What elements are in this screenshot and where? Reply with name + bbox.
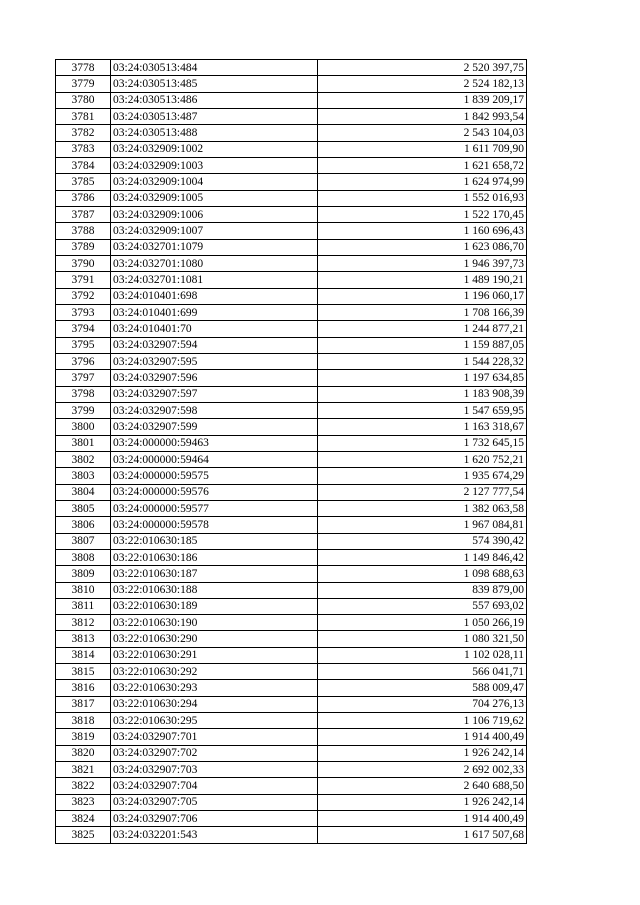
cadastral-value: 1 159 887,05: [318, 337, 527, 353]
cadastral-number: 03:22:010630:291: [111, 647, 318, 663]
cadastral-number: 03:24:032907:597: [111, 386, 318, 402]
cadastral-number: 03:24:032907:594: [111, 337, 318, 353]
row-number: 3813: [56, 631, 111, 647]
table-row: [56, 827, 527, 843]
cadastral-number: 03:24:032909:1002: [111, 141, 318, 157]
table-row: [56, 223, 527, 239]
row-number: 3819: [56, 729, 111, 745]
row-number: 3821: [56, 762, 111, 778]
table-row: [56, 108, 527, 124]
table-row: [56, 141, 527, 157]
cadastral-number: 03:24:032909:1007: [111, 223, 318, 239]
row-number: 3805: [56, 500, 111, 516]
cadastral-value: 1 197 634,85: [318, 370, 527, 386]
cadastral-value: 1 183 908,39: [318, 386, 527, 402]
cadastral-value: 839 879,00: [318, 582, 527, 598]
table-row: [56, 517, 527, 533]
cadastral-number: 03:22:010630:292: [111, 664, 318, 680]
table-row: [56, 484, 527, 500]
cadastral-value: 1 621 658,72: [318, 157, 527, 173]
row-number: 3810: [56, 582, 111, 598]
cadastral-value: 1 163 318,67: [318, 419, 527, 435]
table-row: [56, 419, 527, 435]
row-number: 3818: [56, 713, 111, 729]
cadastral-number: 03:24:032907:702: [111, 745, 318, 761]
table-row: [56, 500, 527, 516]
cadastral-number: 03:24:010401:699: [111, 304, 318, 320]
cadastral-value: 1 926 242,14: [318, 745, 527, 761]
cadastral-number: 03:24:032909:1004: [111, 174, 318, 190]
cadastral-value: 2 127 777,54: [318, 484, 527, 500]
table-row: [56, 206, 527, 222]
cadastral-value: 1 617 507,68: [318, 827, 527, 843]
table-row: [56, 566, 527, 582]
row-number: 3794: [56, 321, 111, 337]
row-number: 3811: [56, 598, 111, 614]
table-row: [56, 370, 527, 386]
cadastral-number: 03:24:032909:1003: [111, 157, 318, 173]
cadastral-number: 03:24:030513:488: [111, 125, 318, 141]
cadastral-value: 1 914 400,49: [318, 729, 527, 745]
cadastral-number: 03:24:032907:596: [111, 370, 318, 386]
row-number: 3783: [56, 141, 111, 157]
registry-table-body: [56, 60, 527, 844]
table-row: [56, 272, 527, 288]
table-row: [56, 60, 527, 76]
table-row: [56, 713, 527, 729]
table-row: [56, 92, 527, 108]
cadastral-number: 03:22:010630:186: [111, 549, 318, 565]
row-number: 3820: [56, 745, 111, 761]
cadastral-number: 03:24:032907:706: [111, 811, 318, 827]
table-row: [56, 615, 527, 631]
table-row: [56, 762, 527, 778]
cadastral-value: 1 196 060,17: [318, 288, 527, 304]
row-number: 3781: [56, 108, 111, 124]
cadastral-value: 1 244 877,21: [318, 321, 527, 337]
cadastral-value: 2 543 104,03: [318, 125, 527, 141]
table-row: [56, 451, 527, 467]
row-number: 3803: [56, 468, 111, 484]
row-number: 3815: [56, 664, 111, 680]
row-number: 3823: [56, 794, 111, 810]
cadastral-value: 574 390,42: [318, 533, 527, 549]
cadastral-value: 1 547 659,95: [318, 402, 527, 418]
cadastral-number: 03:22:010630:187: [111, 566, 318, 582]
cadastral-number: 03:24:000000:59463: [111, 435, 318, 451]
cadastral-number: 03:24:010401:698: [111, 288, 318, 304]
cadastral-value: 2 520 397,75: [318, 60, 527, 76]
cadastral-value: 1 967 084,81: [318, 517, 527, 533]
cadastral-value: 1 106 719,62: [318, 713, 527, 729]
cadastral-number: 03:24:032909:1005: [111, 190, 318, 206]
cadastral-value: 1 102 028,11: [318, 647, 527, 663]
row-number: 3799: [56, 402, 111, 418]
table-row: [56, 582, 527, 598]
table-row: [56, 598, 527, 614]
table-row: [56, 468, 527, 484]
cadastral-number: 03:24:000000:59578: [111, 517, 318, 533]
cadastral-value: 1 620 752,21: [318, 451, 527, 467]
cadastral-value: 557 693,02: [318, 598, 527, 614]
row-number: 3806: [56, 517, 111, 533]
cadastral-value: 1 914 400,49: [318, 811, 527, 827]
cadastral-value: 1 382 063,58: [318, 500, 527, 516]
row-number: 3788: [56, 223, 111, 239]
cadastral-value: 2 692 002,33: [318, 762, 527, 778]
row-number: 3816: [56, 680, 111, 696]
cadastral-value: 1 624 974,99: [318, 174, 527, 190]
row-number: 3797: [56, 370, 111, 386]
row-number: 3812: [56, 615, 111, 631]
row-number: 3782: [56, 125, 111, 141]
cadastral-value: 588 009,47: [318, 680, 527, 696]
row-number: 3793: [56, 304, 111, 320]
row-number: 3817: [56, 696, 111, 712]
row-number: 3780: [56, 92, 111, 108]
row-number: 3784: [56, 157, 111, 173]
cadastral-value: 1 623 086,70: [318, 239, 527, 255]
row-number: 3791: [56, 272, 111, 288]
row-number: 3790: [56, 255, 111, 271]
row-number: 3779: [56, 76, 111, 92]
row-number: 3786: [56, 190, 111, 206]
cadastral-number: 03:22:010630:190: [111, 615, 318, 631]
row-number: 3809: [56, 566, 111, 582]
table-row: [56, 680, 527, 696]
table-row: [56, 402, 527, 418]
table-row: [56, 778, 527, 794]
cadastral-number: 03:22:010630:185: [111, 533, 318, 549]
table-row: [56, 631, 527, 647]
cadastral-number: 03:22:010630:295: [111, 713, 318, 729]
cadastral-value: 1 149 846,42: [318, 549, 527, 565]
row-number: 3802: [56, 451, 111, 467]
cadastral-number: 03:24:032701:1081: [111, 272, 318, 288]
row-number: 3825: [56, 827, 111, 843]
cadastral-number: 03:24:030513:485: [111, 76, 318, 92]
cadastral-value: 1 946 397,73: [318, 255, 527, 271]
cadastral-number: 03:24:010401:70: [111, 321, 318, 337]
cadastral-value: 1 611 709,90: [318, 141, 527, 157]
table-row: [56, 647, 527, 663]
cadastral-number: 03:24:032701:1080: [111, 255, 318, 271]
cadastral-number: 03:24:032701:1079: [111, 239, 318, 255]
cadastral-number: 03:24:000000:59575: [111, 468, 318, 484]
cadastral-value: 1 926 242,14: [318, 794, 527, 810]
table-row: [56, 533, 527, 549]
registry-table: [55, 59, 527, 844]
table-row: [56, 337, 527, 353]
cadastral-value: 1 544 228,32: [318, 353, 527, 369]
table-row: [56, 794, 527, 810]
cadastral-number: 03:24:032907:704: [111, 778, 318, 794]
cadastral-number: 03:24:030513:487: [111, 108, 318, 124]
cadastral-value: 1 839 209,17: [318, 92, 527, 108]
row-number: 3808: [56, 549, 111, 565]
cadastral-value: 1 050 266,19: [318, 615, 527, 631]
cadastral-number: 03:24:030513:486: [111, 92, 318, 108]
table-row: [56, 321, 527, 337]
table-row: [56, 745, 527, 761]
table-row: [56, 255, 527, 271]
row-number: 3822: [56, 778, 111, 794]
cadastral-value: 1 708 166,39: [318, 304, 527, 320]
cadastral-number: 03:24:000000:59577: [111, 500, 318, 516]
table-row: [56, 353, 527, 369]
cadastral-value: 1 842 993,54: [318, 108, 527, 124]
table-row: [56, 288, 527, 304]
table-row: [56, 435, 527, 451]
row-number: 3798: [56, 386, 111, 402]
cadastral-value: 1 080 321,50: [318, 631, 527, 647]
cadastral-number: 03:24:032201:543: [111, 827, 318, 843]
table-row: [56, 549, 527, 565]
row-number: 3814: [56, 647, 111, 663]
row-number: 3795: [56, 337, 111, 353]
cadastral-value: 1 522 170,45: [318, 206, 527, 222]
table-row: [56, 174, 527, 190]
cadastral-number: 03:24:032907:703: [111, 762, 318, 778]
row-number: 3807: [56, 533, 111, 549]
cadastral-value: 1 935 674,29: [318, 468, 527, 484]
table-row: [56, 664, 527, 680]
table-row: [56, 386, 527, 402]
cadastral-value: 1 732 645,15: [318, 435, 527, 451]
cadastral-number: 03:22:010630:293: [111, 680, 318, 696]
row-number: 3801: [56, 435, 111, 451]
cadastral-number: 03:24:032907:701: [111, 729, 318, 745]
cadastral-number: 03:24:032907:705: [111, 794, 318, 810]
row-number: 3796: [56, 353, 111, 369]
cadastral-number: 03:24:032907:599: [111, 419, 318, 435]
cadastral-number: 03:24:032907:598: [111, 402, 318, 418]
table-row: [56, 157, 527, 173]
row-number: 3778: [56, 60, 111, 76]
cadastral-number: 03:24:000000:59464: [111, 451, 318, 467]
table-row: [56, 304, 527, 320]
table-row: [56, 239, 527, 255]
cadastral-value: 566 041,71: [318, 664, 527, 680]
cadastral-number: 03:24:032909:1006: [111, 206, 318, 222]
row-number: 3804: [56, 484, 111, 500]
table-row: [56, 190, 527, 206]
cadastral-value: 1 489 190,21: [318, 272, 527, 288]
cadastral-number: 03:24:030513:484: [111, 60, 318, 76]
row-number: 3785: [56, 174, 111, 190]
table-row: [56, 729, 527, 745]
cadastral-number: 03:22:010630:294: [111, 696, 318, 712]
cadastral-value: 2 524 182,13: [318, 76, 527, 92]
cadastral-number: 03:24:000000:59576: [111, 484, 318, 500]
cadastral-number: 03:24:032907:595: [111, 353, 318, 369]
table-row: [56, 76, 527, 92]
row-number: 3792: [56, 288, 111, 304]
cadastral-value: 1 098 688,63: [318, 566, 527, 582]
cadastral-value: 2 640 688,50: [318, 778, 527, 794]
row-number: 3824: [56, 811, 111, 827]
cadastral-number: 03:22:010630:189: [111, 598, 318, 614]
table-row: [56, 125, 527, 141]
cadastral-number: 03:22:010630:188: [111, 582, 318, 598]
cadastral-number: 03:22:010630:290: [111, 631, 318, 647]
cadastral-value: 704 276,13: [318, 696, 527, 712]
row-number: 3789: [56, 239, 111, 255]
table-row: [56, 811, 527, 827]
cadastral-value: 1 160 696,43: [318, 223, 527, 239]
row-number: 3787: [56, 206, 111, 222]
row-number: 3800: [56, 419, 111, 435]
table-row: [56, 696, 527, 712]
cadastral-value: 1 552 016,93: [318, 190, 527, 206]
